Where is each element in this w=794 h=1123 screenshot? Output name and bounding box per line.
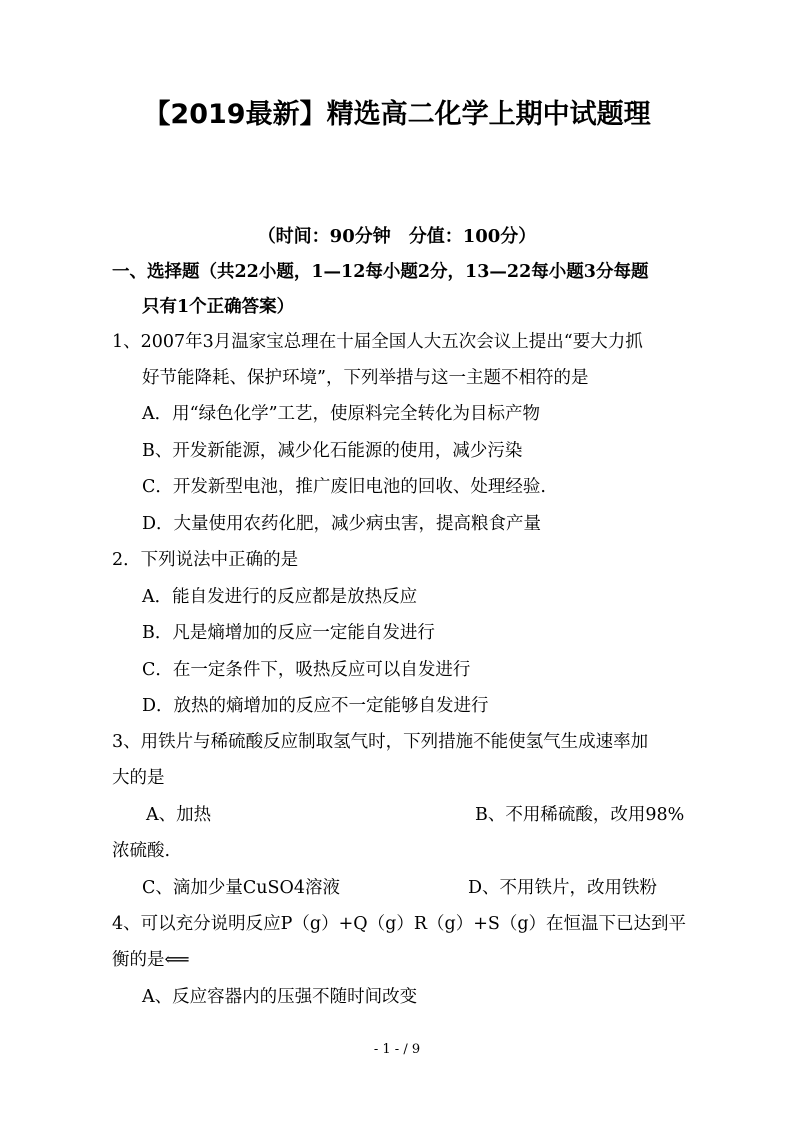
question-4-option-a: A、反应容器内的压强不随时间改变: [142, 987, 418, 1007]
question-2-option-d: D．放热的熵增加的反应不一定能够自发进行: [142, 696, 489, 716]
page-number: - 1 - / 9: [373, 1042, 421, 1057]
question-1-option-c: C．开发新型电池，推广废旧电池的回收、处理经验.: [142, 477, 546, 497]
question-3-stem-line-2: 大的是: [112, 768, 165, 788]
question-3-option-a: A、加热: [146, 805, 212, 825]
section-heading-line-2: 只有1个正确答案）: [142, 297, 295, 317]
question-2-option-b: B．凡是熵增加的反应一定能自发进行: [142, 623, 435, 643]
page-title: 【2019最新】精选高二化学上期中试题理: [143, 99, 651, 130]
question-4-stem-line-2: 衡的是⟸: [112, 950, 190, 970]
question-3-option-b-continued: 浓硫酸.: [112, 841, 171, 861]
question-1-option-a: A．用“绿色化学”工艺，使原料完全转化为目标产物: [142, 404, 541, 424]
question-3-option-b: B、不用稀硫酸，改用98%: [475, 805, 685, 825]
question-4-stem-line-1: 4、可以充分说明反应P（g）+Q（g）R（g）+S（g）在恒温下已达到平: [112, 914, 687, 934]
question-1-option-b: B、开发新能源，减少化石能源的使用，减少污染: [142, 441, 523, 461]
question-1-option-d: D．大量使用农药化肥，减少病虫害，提高粮食产量: [142, 514, 542, 534]
question-3-stem-line-1: 3、用铁片与稀硫酸反应制取氢气时，下列措施不能使氢气生成速率加: [112, 732, 649, 752]
question-2-option-a: A．能自发进行的反应都是放热反应: [142, 587, 418, 607]
question-1-stem-line-1: 1、2007年3月温家宝总理在十届全国人大五次会议上提出“要大力抓: [112, 332, 643, 352]
question-2-stem: 2．下列说法中正确的是: [112, 550, 299, 570]
question-1-stem-line-2: 好节能降耗、保护环境”，下列举措与这一主题不相符的是: [142, 368, 589, 388]
section-heading-line-1: 一、选择题（共22小题，1—12每小题2分，13—22每小题3分每题: [112, 262, 649, 282]
question-3-option-d: D、不用铁片，改用铁粉: [468, 878, 658, 898]
question-2-option-c: C．在一定条件下，吸热反应可以自发进行: [142, 660, 471, 680]
exam-time-and-score: （时间：90分钟 分值：100分）: [257, 226, 537, 247]
question-3-option-c: C、滴加少量CuSO4溶液: [142, 878, 341, 898]
